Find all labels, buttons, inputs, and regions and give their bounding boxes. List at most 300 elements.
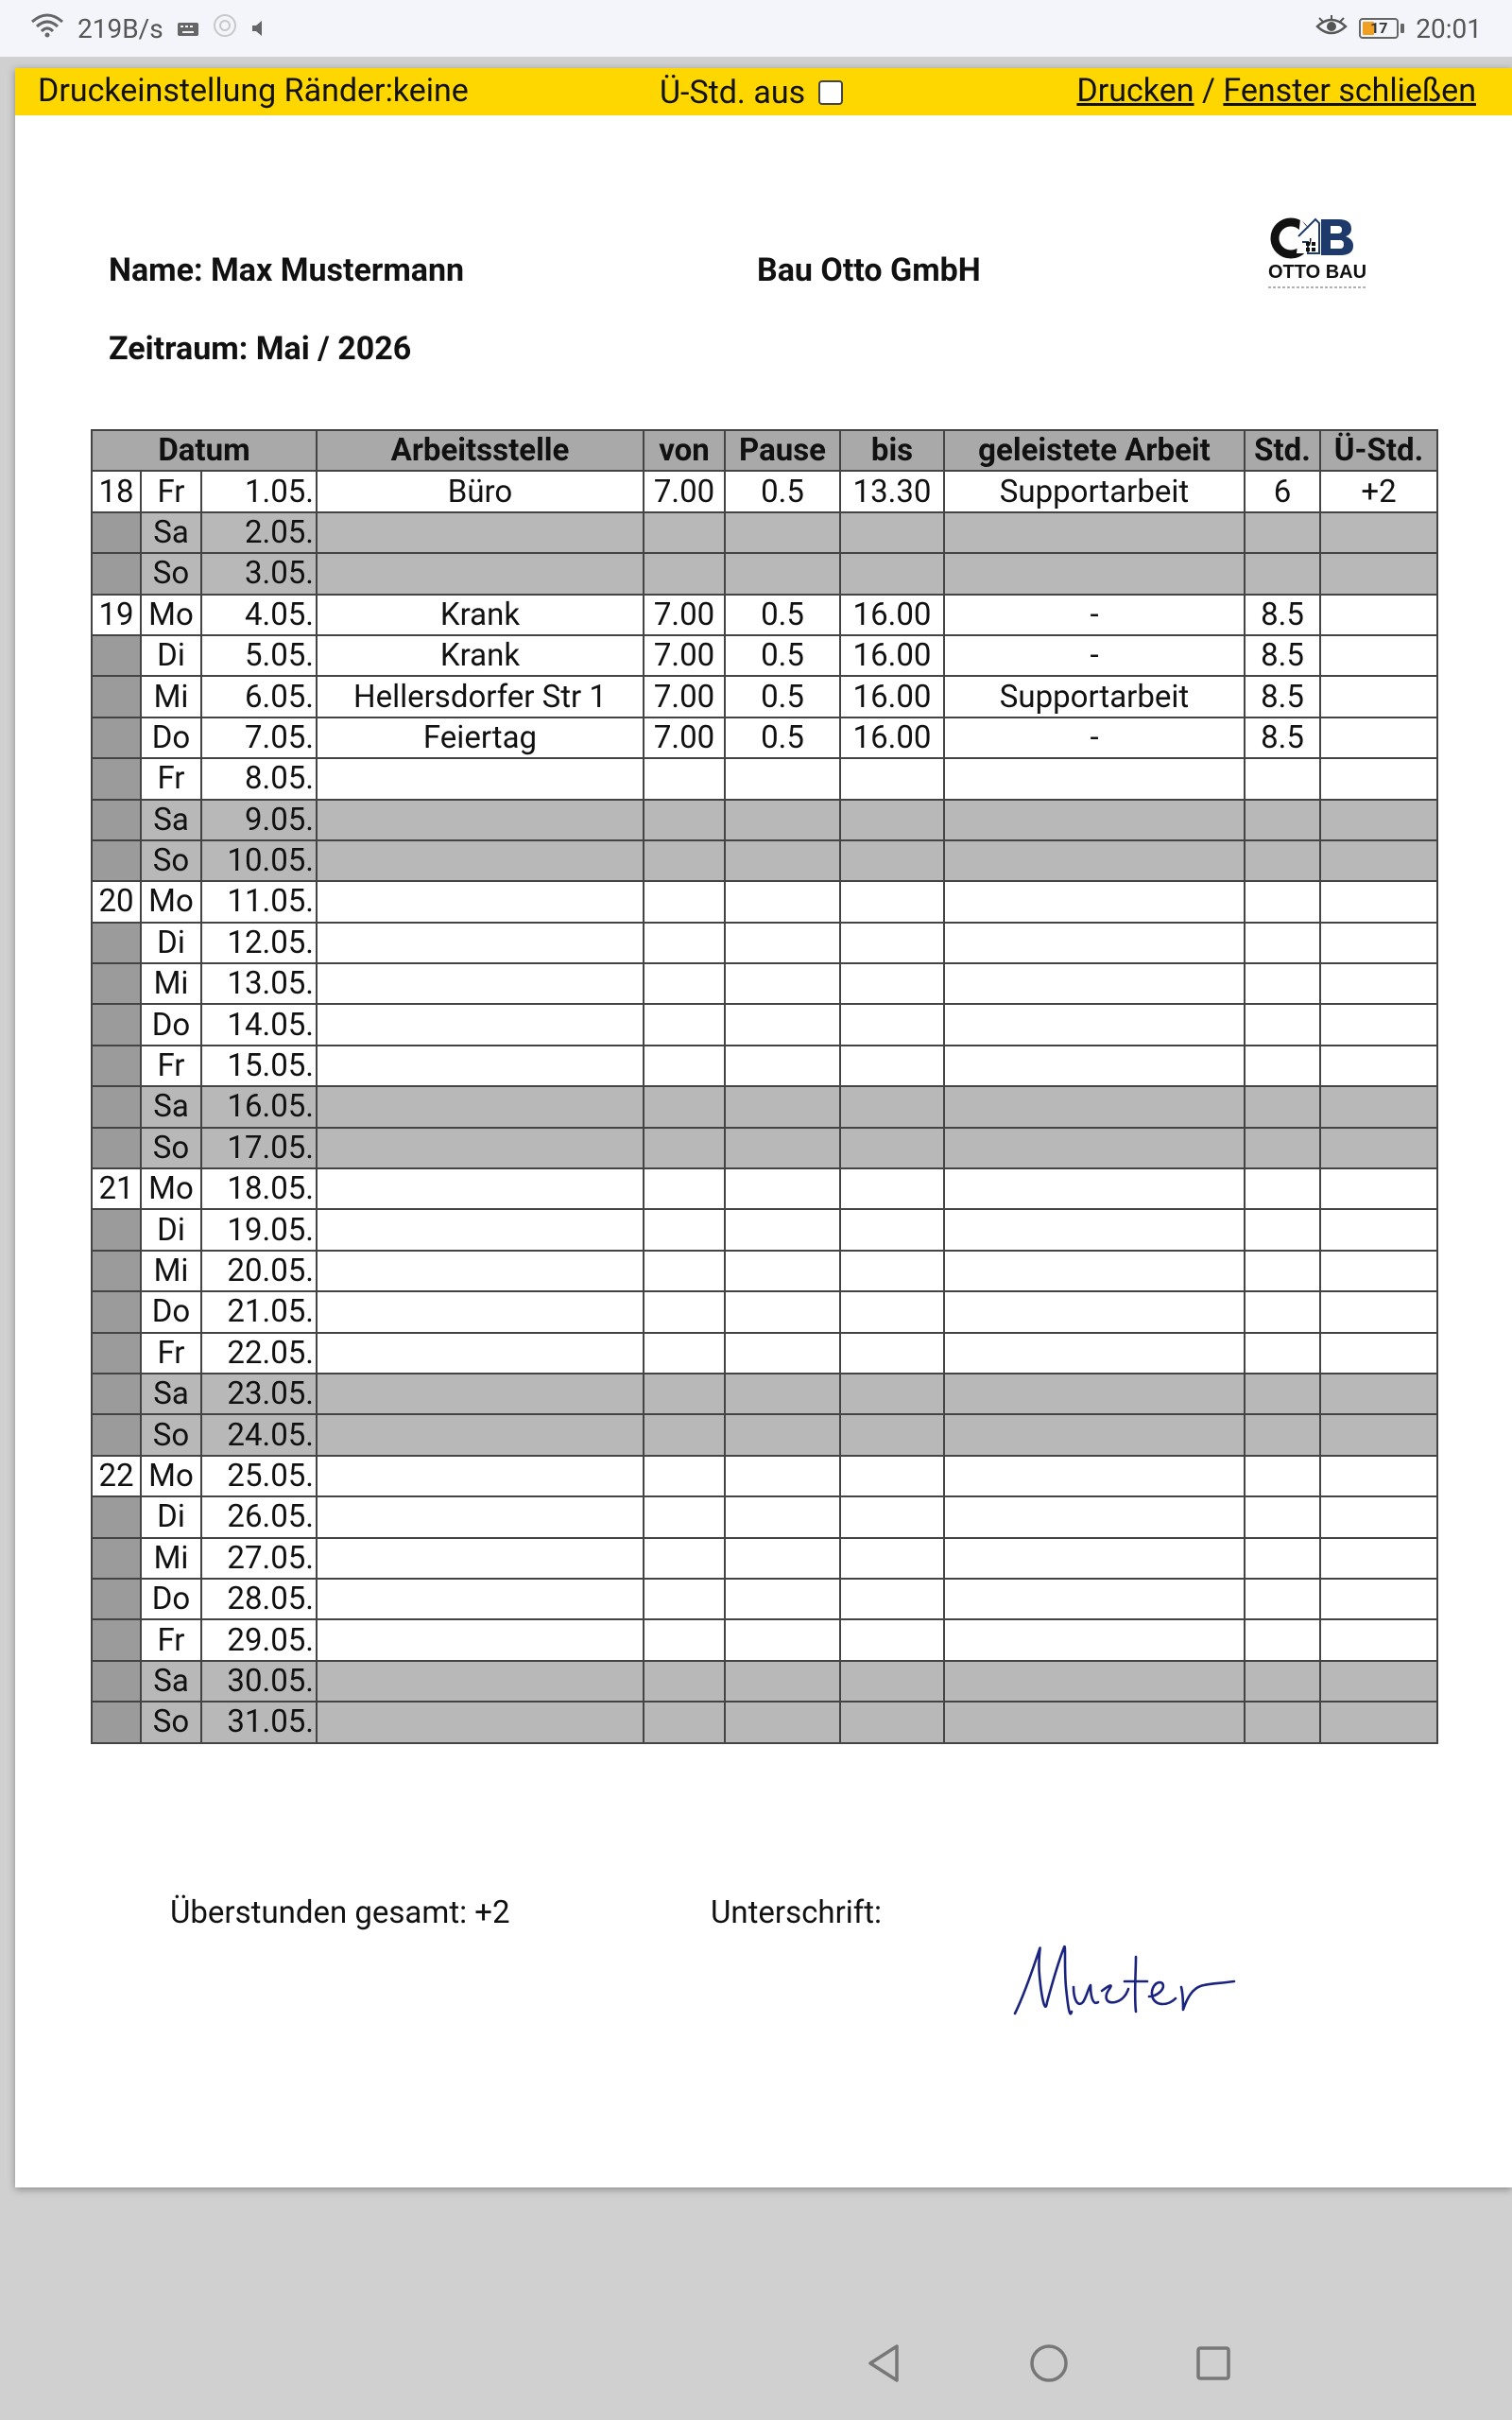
cell-pause bbox=[725, 881, 840, 922]
cell-end-time bbox=[840, 840, 944, 881]
cell-overtime bbox=[1320, 1414, 1437, 1455]
cell-overtime bbox=[1320, 1128, 1437, 1168]
signature-label: Unterschrift: bbox=[711, 1894, 883, 1931]
cell-pause: 0.5 bbox=[725, 595, 840, 635]
cell-pause bbox=[725, 1374, 840, 1414]
cell-hours bbox=[1245, 553, 1320, 594]
cell-date: 21.05. bbox=[201, 1291, 317, 1332]
cell-overtime: +2 bbox=[1320, 471, 1437, 511]
cell-week-number bbox=[92, 676, 141, 717]
cell-date: 13.05. bbox=[201, 963, 317, 1004]
table-row bbox=[92, 840, 1437, 881]
cell-date: 4.05. bbox=[201, 595, 317, 635]
cell-hours: 8.5 bbox=[1245, 635, 1320, 676]
cell-site bbox=[317, 1456, 644, 1496]
col-header-overtime: Ü-Std. bbox=[1320, 430, 1437, 471]
cell-end-time bbox=[840, 553, 944, 594]
cell-date: 27.05. bbox=[201, 1538, 317, 1579]
print-page bbox=[15, 68, 1512, 2187]
close-window-link[interactable]: Fenster schließen bbox=[1223, 72, 1476, 110]
col-header-pause: Pause bbox=[725, 430, 840, 471]
cell-site bbox=[317, 1128, 644, 1168]
cell-pause bbox=[725, 1128, 840, 1168]
cell-weekday: Di bbox=[141, 1209, 201, 1250]
table-row bbox=[92, 1661, 1437, 1702]
cell-hours bbox=[1245, 1168, 1320, 1209]
cell-date: 15.05. bbox=[201, 1046, 317, 1086]
cell-overtime bbox=[1320, 1619, 1437, 1660]
cell-week-number bbox=[92, 758, 141, 799]
cell-start-time bbox=[644, 800, 725, 840]
cell-work-done bbox=[944, 1538, 1245, 1579]
cell-pause bbox=[725, 1538, 840, 1579]
cell-site bbox=[317, 1374, 644, 1414]
cell-work-done bbox=[944, 881, 1245, 922]
cell-week-number bbox=[92, 800, 141, 840]
cell-overtime bbox=[1320, 1086, 1437, 1127]
cell-site bbox=[317, 1661, 644, 1702]
cell-overtime bbox=[1320, 1209, 1437, 1250]
cell-work-done bbox=[944, 1086, 1245, 1127]
cell-date: 29.05. bbox=[201, 1619, 317, 1660]
cell-weekday: Fr bbox=[141, 471, 201, 511]
col-header-hours: Std. bbox=[1245, 430, 1320, 471]
cell-week-number bbox=[92, 1128, 141, 1168]
cell-start-time bbox=[644, 512, 725, 553]
cell-pause bbox=[725, 923, 840, 963]
cell-pause bbox=[725, 1414, 840, 1455]
cell-work-done bbox=[944, 1619, 1245, 1660]
table-row bbox=[92, 1374, 1437, 1414]
status-bar bbox=[0, 0, 1512, 57]
cell-date: 25.05. bbox=[201, 1456, 317, 1496]
cell-end-time: 16.00 bbox=[840, 676, 944, 717]
cell-weekday: Di bbox=[141, 635, 201, 676]
cell-work-done bbox=[944, 758, 1245, 799]
table-row bbox=[92, 1128, 1437, 1168]
cell-hours bbox=[1245, 1291, 1320, 1332]
cell-start-time bbox=[644, 758, 725, 799]
cell-date: 11.05. bbox=[201, 881, 317, 922]
cell-end-time bbox=[840, 1004, 944, 1045]
cell-end-time bbox=[840, 1579, 944, 1619]
cell-weekday: Mo bbox=[141, 1456, 201, 1496]
cell-week-number bbox=[92, 1209, 141, 1250]
overtime-toggle[interactable] bbox=[660, 74, 843, 112]
cell-hours bbox=[1245, 1128, 1320, 1168]
cell-week-number bbox=[92, 1004, 141, 1045]
cell-week-number bbox=[92, 1291, 141, 1332]
cell-end-time bbox=[840, 1333, 944, 1374]
cell-hours bbox=[1245, 1414, 1320, 1455]
cell-weekday: Fr bbox=[141, 758, 201, 799]
cell-hours bbox=[1245, 963, 1320, 1004]
cell-weekday: Fr bbox=[141, 1619, 201, 1660]
period-label: Zeitraum: Mai / 2026 bbox=[109, 330, 412, 368]
cell-date: 16.05. bbox=[201, 1086, 317, 1127]
cell-weekday: Sa bbox=[141, 1086, 201, 1127]
cell-work-done bbox=[944, 1374, 1245, 1414]
cell-pause bbox=[725, 800, 840, 840]
cell-work-done bbox=[944, 1168, 1245, 1209]
table-row bbox=[92, 1291, 1437, 1332]
cell-hours bbox=[1245, 1702, 1320, 1742]
cell-weekday: Mo bbox=[141, 881, 201, 922]
cell-date: 17.05. bbox=[201, 1128, 317, 1168]
cell-site bbox=[317, 553, 644, 594]
eye-icon bbox=[1315, 13, 1348, 44]
cell-weekday: So bbox=[141, 1128, 201, 1168]
cell-overtime bbox=[1320, 512, 1437, 553]
sound-icon bbox=[250, 13, 269, 44]
cell-site bbox=[317, 1579, 644, 1619]
cell-date: 10.05. bbox=[201, 840, 317, 881]
cell-date: 18.05. bbox=[201, 1168, 317, 1209]
battery-icon bbox=[1359, 18, 1404, 39]
table-row bbox=[92, 595, 1437, 635]
cell-date: 9.05. bbox=[201, 800, 317, 840]
cell-hours: 8.5 bbox=[1245, 595, 1320, 635]
cell-start-time bbox=[644, 1702, 725, 1742]
table-row bbox=[92, 881, 1437, 922]
cell-date: 2.05. bbox=[201, 512, 317, 553]
cell-site bbox=[317, 1414, 644, 1455]
cell-overtime bbox=[1320, 717, 1437, 758]
overtime-checkbox[interactable] bbox=[818, 80, 843, 105]
cell-start-time bbox=[644, 923, 725, 963]
cell-start-time bbox=[644, 1414, 725, 1455]
logo-text: OTTO BAU bbox=[1267, 262, 1367, 283]
cell-overtime bbox=[1320, 676, 1437, 717]
cell-start-time bbox=[644, 1661, 725, 1702]
company-logo bbox=[1257, 210, 1380, 304]
cell-week-number bbox=[92, 840, 141, 881]
table-row bbox=[92, 1579, 1437, 1619]
timesheet-body bbox=[92, 471, 1437, 1742]
cell-week-number bbox=[92, 717, 141, 758]
cell-site: Krank bbox=[317, 595, 644, 635]
cell-weekday: Mo bbox=[141, 595, 201, 635]
cell-overtime bbox=[1320, 1496, 1437, 1537]
cell-site: Hellersdorfer Str 1 bbox=[317, 676, 644, 717]
cell-site bbox=[317, 758, 644, 799]
cell-hours bbox=[1245, 881, 1320, 922]
cell-work-done bbox=[944, 1661, 1245, 1702]
cell-end-time bbox=[840, 1128, 944, 1168]
cell-weekday: Do bbox=[141, 717, 201, 758]
cell-end-time bbox=[840, 758, 944, 799]
table-header-row bbox=[92, 430, 1437, 471]
cell-end-time bbox=[840, 800, 944, 840]
cell-start-time bbox=[644, 1333, 725, 1374]
cell-end-time bbox=[840, 963, 944, 1004]
cell-overtime bbox=[1320, 1046, 1437, 1086]
cell-weekday: Mi bbox=[141, 1251, 201, 1291]
cell-start-time bbox=[644, 963, 725, 1004]
link-separator: / bbox=[1201, 72, 1215, 110]
cell-start-time: 7.00 bbox=[644, 471, 725, 511]
cell-overtime bbox=[1320, 1456, 1437, 1496]
cell-work-done: - bbox=[944, 635, 1245, 676]
cell-week-number: 19 bbox=[92, 595, 141, 635]
cell-overtime bbox=[1320, 1538, 1437, 1579]
cell-week-number bbox=[92, 1702, 141, 1742]
cell-week-number bbox=[92, 1374, 141, 1414]
table-row bbox=[92, 800, 1437, 840]
table-row bbox=[92, 1619, 1437, 1660]
print-link[interactable]: Drucken bbox=[1076, 72, 1194, 110]
cell-pause bbox=[725, 1086, 840, 1127]
cell-pause bbox=[725, 1619, 840, 1660]
print-setting-label: Druckeinstellung Ränder:keine bbox=[38, 72, 469, 110]
cell-date: 14.05. bbox=[201, 1004, 317, 1045]
cell-pause bbox=[725, 553, 840, 594]
cell-site bbox=[317, 1251, 644, 1291]
cell-overtime bbox=[1320, 1168, 1437, 1209]
cell-hours bbox=[1245, 1209, 1320, 1250]
cell-weekday: Mi bbox=[141, 676, 201, 717]
cell-end-time: 16.00 bbox=[840, 635, 944, 676]
cell-site bbox=[317, 1291, 644, 1332]
cell-weekday: Mi bbox=[141, 963, 201, 1004]
cell-work-done bbox=[944, 800, 1245, 840]
cell-date: 31.05. bbox=[201, 1702, 317, 1742]
cell-pause bbox=[725, 1456, 840, 1496]
table-row bbox=[92, 1168, 1437, 1209]
cell-date: 12.05. bbox=[201, 923, 317, 963]
cell-site bbox=[317, 1086, 644, 1127]
cell-pause bbox=[725, 1291, 840, 1332]
cell-week-number bbox=[92, 635, 141, 676]
cell-work-done bbox=[944, 512, 1245, 553]
cell-end-time bbox=[840, 1251, 944, 1291]
cell-date: 3.05. bbox=[201, 553, 317, 594]
cell-hours bbox=[1245, 1086, 1320, 1127]
cell-work-done bbox=[944, 1702, 1245, 1742]
table-row bbox=[92, 963, 1437, 1004]
cell-work-done bbox=[944, 1291, 1245, 1332]
cell-weekday: Fr bbox=[141, 1046, 201, 1086]
cell-end-time bbox=[840, 1046, 944, 1086]
cell-hours bbox=[1245, 1456, 1320, 1496]
cell-date: 7.05. bbox=[201, 717, 317, 758]
cell-end-time bbox=[840, 512, 944, 553]
cell-week-number bbox=[92, 1579, 141, 1619]
cell-work-done bbox=[944, 923, 1245, 963]
cell-end-time bbox=[840, 1702, 944, 1742]
cell-site bbox=[317, 963, 644, 1004]
table-row bbox=[92, 553, 1437, 594]
cell-overtime bbox=[1320, 963, 1437, 1004]
cell-hours bbox=[1245, 1661, 1320, 1702]
cell-end-time bbox=[840, 923, 944, 963]
cell-end-time bbox=[840, 1291, 944, 1332]
cell-end-time bbox=[840, 1374, 944, 1414]
table-row bbox=[92, 1086, 1437, 1127]
cell-date: 26.05. bbox=[201, 1496, 317, 1537]
cell-overtime bbox=[1320, 595, 1437, 635]
table-row bbox=[92, 1456, 1437, 1496]
cell-date: 30.05. bbox=[201, 1661, 317, 1702]
cell-pause bbox=[725, 1004, 840, 1045]
cell-overtime bbox=[1320, 1333, 1437, 1374]
print-toolbar bbox=[15, 68, 1512, 115]
table-row bbox=[92, 1004, 1437, 1045]
cell-week-number: 22 bbox=[92, 1456, 141, 1496]
table-row bbox=[92, 635, 1437, 676]
cell-overtime bbox=[1320, 635, 1437, 676]
overtime-toggle-label: Ü-Std. aus bbox=[660, 74, 806, 112]
cell-hours bbox=[1245, 1496, 1320, 1537]
cell-work-done bbox=[944, 1209, 1245, 1250]
cell-hours bbox=[1245, 1333, 1320, 1374]
cell-start-time: 7.00 bbox=[644, 595, 725, 635]
cell-week-number bbox=[92, 553, 141, 594]
col-header-to: bis bbox=[840, 430, 944, 471]
cell-end-time bbox=[840, 1086, 944, 1127]
cell-weekday: Di bbox=[141, 1496, 201, 1537]
table-row bbox=[92, 512, 1437, 553]
cell-hours: 8.5 bbox=[1245, 717, 1320, 758]
cell-week-number bbox=[92, 1046, 141, 1086]
cell-weekday: Fr bbox=[141, 1333, 201, 1374]
cell-pause bbox=[725, 840, 840, 881]
cell-overtime bbox=[1320, 1702, 1437, 1742]
cell-start-time bbox=[644, 1209, 725, 1250]
cell-hours bbox=[1245, 512, 1320, 553]
cell-hours bbox=[1245, 1579, 1320, 1619]
cell-weekday: Di bbox=[141, 923, 201, 963]
cell-date: 24.05. bbox=[201, 1414, 317, 1455]
cell-start-time bbox=[644, 1168, 725, 1209]
cell-work-done bbox=[944, 1004, 1245, 1045]
cell-hours bbox=[1245, 1619, 1320, 1660]
cell-week-number bbox=[92, 923, 141, 963]
cell-hours bbox=[1245, 840, 1320, 881]
clock: 20:01 bbox=[1416, 12, 1482, 44]
cell-date: 28.05. bbox=[201, 1579, 317, 1619]
cell-overtime bbox=[1320, 1251, 1437, 1291]
cell-end-time bbox=[840, 881, 944, 922]
cell-date: 20.05. bbox=[201, 1251, 317, 1291]
cell-pause bbox=[725, 1579, 840, 1619]
cell-work-done: - bbox=[944, 717, 1245, 758]
col-header-from: von bbox=[644, 430, 725, 471]
cell-pause bbox=[725, 1251, 840, 1291]
cell-weekday: So bbox=[141, 553, 201, 594]
navigation-bar bbox=[0, 2307, 1512, 2420]
cell-overtime bbox=[1320, 923, 1437, 963]
cell-start-time bbox=[644, 1291, 725, 1332]
cell-weekday: So bbox=[141, 840, 201, 881]
cell-work-done bbox=[944, 963, 1245, 1004]
cell-work-done bbox=[944, 553, 1245, 594]
cell-start-time bbox=[644, 1086, 725, 1127]
cell-weekday: Do bbox=[141, 1579, 201, 1619]
cell-hours: 8.5 bbox=[1245, 676, 1320, 717]
overtime-total: Überstunden gesamt: +2 bbox=[170, 1894, 510, 1931]
wifi-icon bbox=[30, 12, 64, 45]
cell-site bbox=[317, 840, 644, 881]
cell-site: Feiertag bbox=[317, 717, 644, 758]
cell-weekday: Sa bbox=[141, 1374, 201, 1414]
cell-pause: 0.5 bbox=[725, 635, 840, 676]
cell-pause bbox=[725, 1168, 840, 1209]
cell-week-number bbox=[92, 1661, 141, 1702]
cell-week-number bbox=[92, 512, 141, 553]
cell-end-time: 16.00 bbox=[840, 717, 944, 758]
cell-week-number bbox=[92, 963, 141, 1004]
cell-work-done bbox=[944, 1579, 1245, 1619]
col-header-work: geleistete Arbeit bbox=[944, 430, 1245, 471]
cell-site bbox=[317, 923, 644, 963]
cell-hours bbox=[1245, 800, 1320, 840]
table-row bbox=[92, 1251, 1437, 1291]
cell-date: 23.05. bbox=[201, 1374, 317, 1414]
cell-start-time bbox=[644, 1456, 725, 1496]
back-icon[interactable] bbox=[865, 2342, 902, 2388]
cell-weekday: So bbox=[141, 1414, 201, 1455]
network-speed: 219B/s bbox=[77, 12, 163, 44]
cell-overtime bbox=[1320, 1004, 1437, 1045]
cell-hours bbox=[1245, 1374, 1320, 1414]
cell-site: Büro bbox=[317, 471, 644, 511]
cell-weekday: Do bbox=[141, 1004, 201, 1045]
table-row bbox=[92, 717, 1437, 758]
cell-start-time: 7.00 bbox=[644, 635, 725, 676]
cell-start-time bbox=[644, 553, 725, 594]
cell-pause bbox=[725, 963, 840, 1004]
cell-start-time bbox=[644, 1004, 725, 1045]
cell-week-number bbox=[92, 1619, 141, 1660]
cell-start-time bbox=[644, 1251, 725, 1291]
table-row bbox=[92, 471, 1437, 511]
cell-hours: 6 bbox=[1245, 471, 1320, 511]
cell-end-time bbox=[840, 1456, 944, 1496]
table-row bbox=[92, 1209, 1437, 1250]
cell-overtime bbox=[1320, 840, 1437, 881]
vpn-icon bbox=[213, 13, 237, 44]
timesheet-table bbox=[91, 429, 1438, 1744]
cell-week-number bbox=[92, 1496, 141, 1537]
cell-date: 8.05. bbox=[201, 758, 317, 799]
cell-work-done bbox=[944, 840, 1245, 881]
cell-end-time bbox=[840, 1168, 944, 1209]
cell-site bbox=[317, 512, 644, 553]
cell-end-time: 13.30 bbox=[840, 471, 944, 511]
cell-site bbox=[317, 800, 644, 840]
table-row bbox=[92, 1414, 1437, 1455]
cell-date: 6.05. bbox=[201, 676, 317, 717]
table-row bbox=[92, 1046, 1437, 1086]
cell-overtime bbox=[1320, 758, 1437, 799]
cell-work-done: Supportarbeit bbox=[944, 676, 1245, 717]
cell-overtime bbox=[1320, 553, 1437, 594]
cell-hours bbox=[1245, 1004, 1320, 1045]
cell-weekday: So bbox=[141, 1702, 201, 1742]
cell-site bbox=[317, 1004, 644, 1045]
cell-pause bbox=[725, 1209, 840, 1250]
cell-date: 5.05. bbox=[201, 635, 317, 676]
cell-work-done bbox=[944, 1251, 1245, 1291]
company-name: Bau Otto GmbH bbox=[757, 251, 981, 289]
cell-start-time: 7.00 bbox=[644, 676, 725, 717]
cell-site: Krank bbox=[317, 635, 644, 676]
cell-week-number: 20 bbox=[92, 881, 141, 922]
toolbar-links bbox=[1076, 72, 1476, 110]
recents-icon[interactable] bbox=[1194, 2344, 1232, 2386]
home-icon[interactable] bbox=[1028, 2342, 1070, 2388]
